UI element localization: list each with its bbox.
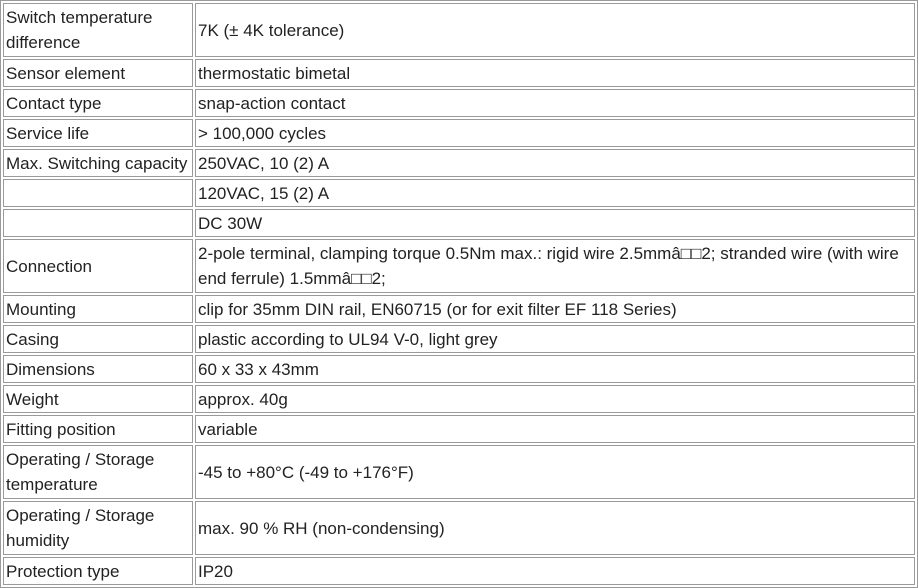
spec-value: 120VAC, 15 (2) A [195, 179, 915, 207]
table-row [3, 3, 915, 57]
spec-label: Weight [3, 385, 193, 413]
spec-value: snap-action contact [195, 89, 915, 117]
spec-label: Dimensions [3, 355, 193, 383]
table-row [3, 179, 915, 207]
spec-value: IP20 [195, 557, 915, 585]
spec-label: Sensor element [3, 59, 193, 87]
spec-value: 250VAC, 10 (2) A [195, 149, 915, 177]
spec-label: Contact type [3, 89, 193, 117]
table-row [3, 59, 915, 87]
spec-label: Operating / Storage humidity [3, 501, 193, 555]
table-row [3, 385, 915, 413]
spec-value: variable [195, 415, 915, 443]
table-row [3, 355, 915, 383]
spec-value: -45 to +80°C (-49 to +176°F) [195, 445, 915, 499]
spec-label [3, 179, 193, 207]
spec-label: Mounting [3, 295, 193, 323]
table-row [3, 325, 915, 353]
spec-label: Service life [3, 119, 193, 147]
spec-label: Fitting position [3, 415, 193, 443]
table-row [3, 445, 915, 499]
spec-label [3, 209, 193, 237]
table-row [3, 89, 915, 117]
spec-label: Operating / Storage temperature [3, 445, 193, 499]
table-row [3, 149, 915, 177]
spec-value: thermostatic bimetal [195, 59, 915, 87]
spec-label: Connection [3, 239, 193, 293]
table-row [3, 295, 915, 323]
spec-value: approx. 40g [195, 385, 915, 413]
spec-label: Protection type [3, 557, 193, 585]
spec-value: max. 90 % RH (non-condensing) [195, 501, 915, 555]
spec-value: clip for 35mm DIN rail, EN60715 (or for exit filter EF 118 Series) [195, 295, 915, 323]
spec-value: > 100,000 cycles [195, 119, 915, 147]
spec-value: DC 30W [195, 209, 915, 237]
spec-value: 7K (± 4K tolerance) [195, 3, 915, 57]
spec-value: 2-pole terminal, clamping torque 0.5Nm max.: rigid wire 2.5mmâ□□2; stranded wire (with wire end ferrule) 1.5mmâ□□2; [195, 239, 915, 293]
table-row [3, 415, 915, 443]
table-row [3, 501, 915, 555]
table-row [3, 557, 915, 585]
spec-label: Max. Switching capacity [3, 149, 193, 177]
table-row [3, 119, 915, 147]
spec-label: Casing [3, 325, 193, 353]
table-row [3, 239, 915, 293]
spec-value: plastic according to UL94 V-0, light grey [195, 325, 915, 353]
table-row [3, 209, 915, 237]
spec-label: Switch temperature difference [3, 3, 193, 57]
spec-value: 60 x 33 x 43mm [195, 355, 915, 383]
